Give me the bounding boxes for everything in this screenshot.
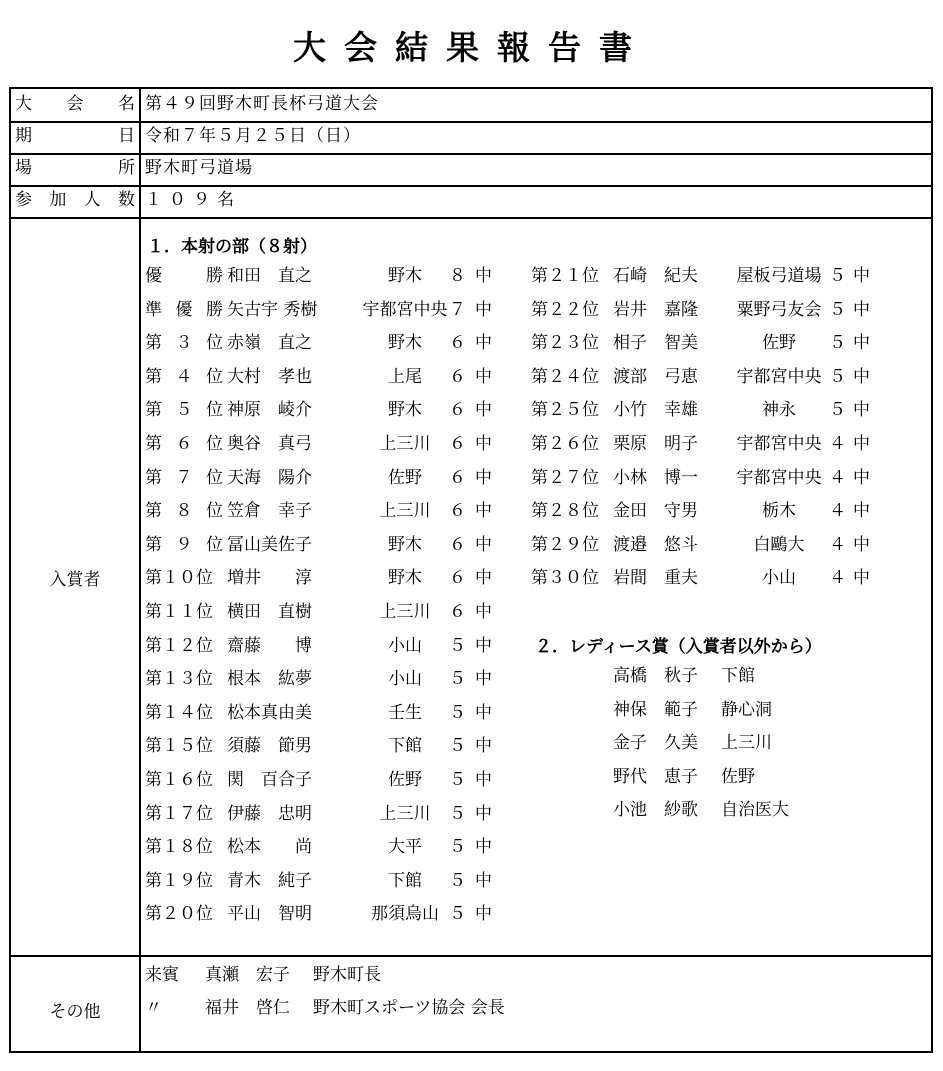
rank-char: 位 <box>206 434 223 454</box>
section1-title: １．本射の部（８射） <box>147 237 317 257</box>
result-name: 石崎 紀夫 <box>613 266 698 286</box>
result-club: 野木 <box>388 568 422 589</box>
result-unit: 中 <box>475 467 492 488</box>
result-score: ５ <box>449 837 466 858</box>
result-score: ４ <box>829 434 846 454</box>
result-score: ６ <box>449 333 466 354</box>
row-divider <box>11 217 931 219</box>
result-unit: 中 <box>853 434 870 454</box>
result-name: 松本 尚 <box>227 837 312 858</box>
result-score: ５ <box>449 803 466 824</box>
result-name: 増井 淳 <box>227 568 312 589</box>
result-name: 根本 紘夢 <box>227 669 312 690</box>
result-rank <box>145 395 223 425</box>
result-unit: 中 <box>475 736 492 757</box>
result-name: 小林 博一 <box>613 467 698 488</box>
rank-char: 勝 <box>206 266 223 286</box>
result-rank <box>145 261 223 291</box>
field-value: 野木町弓道場 <box>145 158 253 178</box>
result-row <box>145 328 505 358</box>
result-row <box>145 631 505 661</box>
result-club: 小山 <box>762 568 796 589</box>
ladies-row <box>613 762 873 792</box>
result-club: 小山 <box>388 669 422 690</box>
result-name: 神原 崚介 <box>227 400 312 421</box>
label-column-divider <box>139 89 141 1051</box>
result-rank: 第１６位 <box>145 770 213 790</box>
result-rank: 第２７位 <box>531 467 599 488</box>
result-row <box>531 563 891 593</box>
result-name: 伊藤 忠明 <box>227 803 312 824</box>
field-label-char: 加 <box>49 190 67 210</box>
result-score: ５ <box>449 635 466 656</box>
rank-char: 優 <box>175 299 193 320</box>
result-rank: 第１７位 <box>145 803 213 824</box>
result-score: ５ <box>829 333 846 354</box>
result-unit: 中 <box>853 534 870 555</box>
ladies-name: 高橋 秋子 <box>613 666 698 686</box>
result-unit: 中 <box>475 501 492 522</box>
rank-char: ８ <box>175 501 193 522</box>
rank-char: ４ <box>175 366 193 387</box>
result-unit: 中 <box>475 299 492 320</box>
result-unit: 中 <box>475 669 492 690</box>
result-row <box>145 597 505 627</box>
result-club: 上三川 <box>379 803 431 824</box>
rank-char: 第 <box>145 400 162 421</box>
result-score: ５ <box>829 366 846 387</box>
field-value: 第４９回野木町長杯弓道大会 <box>145 94 379 114</box>
result-rank: 第２５位 <box>531 400 599 421</box>
result-row <box>531 362 891 392</box>
result-unit: 中 <box>475 803 492 824</box>
result-name: 横田 直樹 <box>227 602 312 622</box>
rank-char: ７ <box>175 467 193 488</box>
result-club: 宇都宮中央 <box>362 299 448 320</box>
field-value: １０９名 <box>145 190 241 210</box>
field-label <box>15 185 135 216</box>
result-rank <box>145 530 223 560</box>
result-unit: 中 <box>475 366 492 387</box>
field-label-char: 人 <box>83 190 101 210</box>
rank-char: 第 <box>145 333 162 354</box>
result-name: 齋藤 博 <box>227 635 312 656</box>
rank-char: 優 <box>145 266 162 286</box>
result-unit: 中 <box>853 568 870 589</box>
result-rank: 第２８位 <box>531 501 599 522</box>
rank-char: 準 <box>145 299 162 320</box>
ladies-name: 金子 久美 <box>613 733 698 754</box>
result-unit: 中 <box>853 333 870 354</box>
result-club: 下館 <box>388 736 422 757</box>
result-rank: 第２０位 <box>145 904 213 925</box>
rank-char: 第 <box>145 501 162 522</box>
result-club: 野木 <box>388 534 422 555</box>
rank-char: 第 <box>145 467 162 488</box>
result-name: 相子 智美 <box>613 333 698 354</box>
rank-char: ５ <box>175 400 193 421</box>
result-name: 渡邉 悠斗 <box>613 534 698 555</box>
result-club: 佐野 <box>762 333 796 354</box>
result-unit: 中 <box>853 467 870 488</box>
result-rank: 第１１位 <box>145 602 213 622</box>
field-value: 令和７年５月２５日（日） <box>145 126 361 146</box>
rank-char: 位 <box>206 366 223 387</box>
result-name: 松本真由美 <box>227 702 312 723</box>
ladies-club: 自治医大 <box>721 800 789 821</box>
result-row <box>145 731 505 761</box>
result-score: ５ <box>829 266 846 286</box>
result-club: 壬生 <box>388 702 422 723</box>
field-label-char: 名 <box>118 94 135 114</box>
rank-char: 位 <box>206 467 223 488</box>
result-rank: 第３０位 <box>531 568 599 589</box>
rank-char: 第 <box>145 434 162 454</box>
result-club: 上三川 <box>379 434 431 454</box>
guest-prefix: 〃 <box>145 998 162 1018</box>
result-name: 矢古宇 秀樹 <box>227 299 318 320</box>
ladies-name: 小池 紗歌 <box>613 800 698 821</box>
result-rank <box>145 463 223 493</box>
result-club: 小山 <box>388 635 422 656</box>
result-score: ５ <box>449 870 466 891</box>
result-rank: 第２３位 <box>531 333 599 354</box>
result-unit: 中 <box>475 602 492 622</box>
result-unit: 中 <box>853 266 870 286</box>
result-club: 屋板弓道場 <box>736 266 822 286</box>
result-score: ６ <box>449 366 466 387</box>
result-score: ６ <box>449 534 466 555</box>
result-rank <box>145 362 223 392</box>
row-divider <box>11 955 931 957</box>
ladies-club: 下館 <box>721 666 755 686</box>
result-rank: 第２２位 <box>531 299 599 320</box>
result-rank: 第１２位 <box>145 635 213 656</box>
result-rank: 第１３位 <box>145 669 213 690</box>
rank-char: 第 <box>145 534 162 555</box>
result-unit: 中 <box>475 870 492 891</box>
result-name: 須藤 節男 <box>227 736 312 757</box>
result-row <box>145 463 505 493</box>
result-name: 赤嶺 直之 <box>227 333 312 354</box>
result-name: 金田 守男 <box>613 501 698 522</box>
ladies-name: 野代 恵子 <box>613 766 698 787</box>
guest-row <box>145 993 845 1023</box>
result-row <box>145 295 505 325</box>
result-row <box>145 899 505 929</box>
result-unit: 中 <box>475 333 492 354</box>
result-name: 平山 智明 <box>227 904 312 925</box>
rank-char: ６ <box>175 434 193 454</box>
result-name: 笠倉 幸子 <box>227 501 312 522</box>
report-table <box>9 87 933 1053</box>
result-score: ５ <box>449 770 466 790</box>
result-score: ４ <box>829 568 846 589</box>
winners-label: 入賞者 <box>49 570 101 590</box>
result-name: 関 百合子 <box>227 770 312 790</box>
result-row <box>145 765 505 795</box>
result-unit: 中 <box>853 366 870 387</box>
result-club: 上三川 <box>379 501 431 522</box>
result-score: ６ <box>449 568 466 589</box>
result-score: ４ <box>829 501 846 522</box>
ladies-name: 神保 範子 <box>613 699 698 720</box>
field-label-char: 所 <box>118 158 135 178</box>
result-club: 那須烏山 <box>371 904 439 925</box>
result-unit: 中 <box>475 400 492 421</box>
field-label-char: 日 <box>118 126 135 146</box>
result-name: 冨山美佐子 <box>227 534 312 555</box>
result-rank <box>145 429 223 459</box>
result-club: 宇都宮中央 <box>736 366 822 387</box>
result-club: 粟野弓友会 <box>736 299 822 320</box>
result-unit: 中 <box>475 702 492 723</box>
result-row <box>145 395 505 425</box>
result-row <box>531 261 891 291</box>
result-rank: 第２４位 <box>531 366 599 387</box>
result-name: 岩井 嘉隆 <box>613 299 698 320</box>
result-unit: 中 <box>475 266 492 286</box>
ladies-row <box>613 661 873 691</box>
ladies-club: 上三川 <box>721 733 772 754</box>
result-unit: 中 <box>475 770 492 790</box>
result-club: 宇都宮中央 <box>736 434 822 454</box>
result-club: 佐野 <box>388 770 422 790</box>
result-row <box>145 429 505 459</box>
result-row <box>145 496 505 526</box>
result-unit: 中 <box>853 299 870 320</box>
field-label <box>15 89 135 120</box>
field-label <box>15 121 135 152</box>
rank-char: 位 <box>206 501 223 522</box>
guest-name: 真瀬 宏子 <box>205 965 290 985</box>
result-rank: 第１４位 <box>145 702 213 723</box>
result-rank: 第１０位 <box>145 568 213 589</box>
field-label-char: 参 <box>15 190 32 210</box>
result-row <box>145 698 505 728</box>
result-unit: 中 <box>475 904 492 925</box>
field-label-char: 大 <box>15 94 32 114</box>
result-row <box>145 832 505 862</box>
result-rank: 第１８位 <box>145 837 213 858</box>
guest-prefix: 来賓 <box>145 965 179 985</box>
result-score: ６ <box>449 602 466 622</box>
result-score: ６ <box>449 400 466 421</box>
result-row <box>145 799 505 829</box>
result-club: 下館 <box>388 870 422 891</box>
result-row <box>531 429 891 459</box>
result-club: 上尾 <box>388 366 422 387</box>
result-score: ７ <box>449 299 466 320</box>
result-score: ５ <box>449 669 466 690</box>
result-club: 野木 <box>388 266 422 286</box>
result-unit: 中 <box>475 837 492 858</box>
result-club: 栃木 <box>762 501 796 522</box>
result-score: ８ <box>449 266 466 286</box>
result-club: 白鷗大 <box>753 534 805 555</box>
result-unit: 中 <box>853 501 870 522</box>
rank-char: 位 <box>206 333 223 354</box>
result-row <box>145 261 505 291</box>
result-name: 青木 純子 <box>227 870 312 891</box>
ladies-row <box>613 728 873 758</box>
result-rank <box>145 328 223 358</box>
result-row <box>145 362 505 392</box>
field-label-char: 会 <box>66 94 84 114</box>
result-rank <box>145 295 223 325</box>
result-name: 天海 陽介 <box>227 467 312 488</box>
result-unit: 中 <box>853 400 870 421</box>
result-row <box>531 463 891 493</box>
result-rank: 第２９位 <box>531 534 599 555</box>
rank-char: ３ <box>175 333 193 354</box>
result-club: 上三川 <box>379 602 431 622</box>
guest-role: 野木町長 <box>313 965 381 985</box>
result-name: 小竹 幸雄 <box>613 400 698 421</box>
field-label-char: 期 <box>15 126 32 146</box>
result-score: ５ <box>829 400 846 421</box>
guest-row <box>145 960 845 990</box>
result-name: 岩間 重夫 <box>613 568 698 589</box>
field-label <box>15 153 135 184</box>
result-club: 大平 <box>388 837 422 858</box>
result-rank: 第２１位 <box>531 266 599 286</box>
result-row <box>145 530 505 560</box>
result-score: ５ <box>829 299 846 320</box>
result-row <box>531 328 891 358</box>
ladies-row <box>613 795 873 825</box>
result-score: ５ <box>449 904 466 925</box>
field-label-char: 場 <box>15 158 32 178</box>
ladies-row <box>613 695 873 725</box>
result-score: ６ <box>449 467 466 488</box>
other-label: その他 <box>49 1002 101 1022</box>
result-row <box>531 395 891 425</box>
result-name: 渡部 弓恵 <box>613 366 698 387</box>
page-title: 大会結果報告書 <box>293 28 650 67</box>
result-row <box>531 496 891 526</box>
ladies-club: 静心洞 <box>721 699 772 720</box>
guest-role: 野木町スポーツ協会 会長 <box>313 998 505 1018</box>
field-label-char: 数 <box>117 190 135 210</box>
result-rank: 第１５位 <box>145 736 213 757</box>
result-name: 奥谷 真弓 <box>227 434 312 454</box>
result-row <box>531 530 891 560</box>
rank-char: 位 <box>206 400 223 421</box>
result-name: 栗原 明子 <box>613 434 698 454</box>
result-unit: 中 <box>475 534 492 555</box>
result-row <box>531 295 891 325</box>
result-rank <box>145 496 223 526</box>
result-row <box>145 866 505 896</box>
rank-char: 勝 <box>206 299 223 320</box>
result-score: ４ <box>829 534 846 555</box>
rank-char: 第 <box>145 366 162 387</box>
result-unit: 中 <box>475 568 492 589</box>
guest-name: 福井 啓仁 <box>205 998 290 1018</box>
result-score: ６ <box>449 501 466 522</box>
result-score: ５ <box>449 736 466 757</box>
rank-char: 位 <box>206 534 223 555</box>
result-club: 野木 <box>388 400 422 421</box>
result-unit: 中 <box>475 434 492 454</box>
result-row <box>145 664 505 694</box>
result-score: ４ <box>829 467 846 488</box>
rank-char: ９ <box>175 534 193 555</box>
ladies-club: 佐野 <box>721 766 755 787</box>
result-score: ６ <box>449 434 466 454</box>
result-score: ５ <box>449 702 466 723</box>
result-name: 和田 直之 <box>227 266 312 286</box>
result-rank: 第２６位 <box>531 434 599 454</box>
result-club: 野木 <box>388 333 422 354</box>
result-rank: 第１９位 <box>145 870 213 891</box>
result-club: 佐野 <box>388 467 422 488</box>
section2-title: ２．レディース賞（入賞者以外から） <box>535 637 822 657</box>
result-name: 大村 孝也 <box>227 366 312 387</box>
result-club: 宇都宮中央 <box>736 467 822 488</box>
result-unit: 中 <box>475 635 492 656</box>
result-club: 神永 <box>762 400 796 421</box>
result-row <box>145 563 505 593</box>
